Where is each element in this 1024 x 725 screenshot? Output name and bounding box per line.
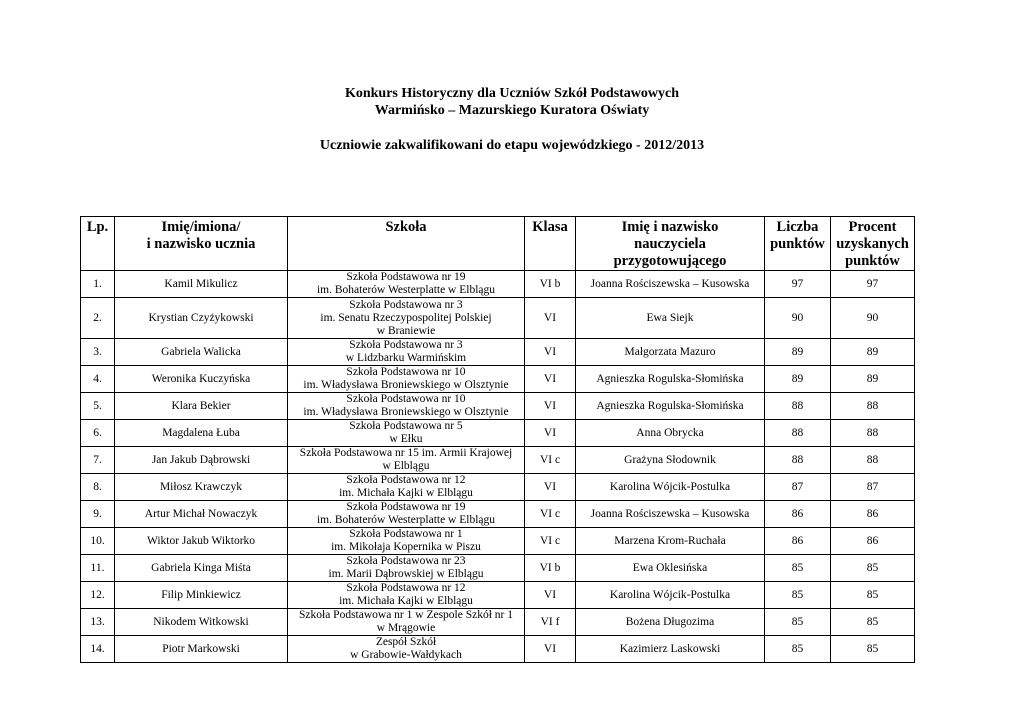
- cell-lp: 14.: [81, 636, 115, 663]
- cell-points: 89: [765, 366, 831, 393]
- cell-student-name: Weronika Kuczyńska: [115, 366, 288, 393]
- school-line: im. Marii Dąbrowskiej w Elblągu: [328, 568, 484, 580]
- cell-teacher: Joanna Rościszewska – Kusowska: [576, 501, 765, 528]
- cell-lp: 1.: [81, 271, 115, 298]
- header-school: Szkoła: [288, 217, 525, 271]
- table-row: [81, 271, 915, 298]
- cell-student-name: Krystian Czyżykowski: [115, 298, 288, 339]
- cell-lp: 6.: [81, 420, 115, 447]
- cell-class: VI: [525, 366, 576, 393]
- cell-class: VI f: [525, 609, 576, 636]
- school-line: w Lidzbarku Warmińskim: [345, 352, 467, 364]
- cell-student-name: Artur Michał Nowaczyk: [115, 501, 288, 528]
- school-line: Szkoła Podstawowa nr 19: [346, 501, 466, 513]
- cell-points: 86: [765, 528, 831, 555]
- cell-percent: 88: [831, 393, 915, 420]
- cell-teacher: Anna Obrycka: [576, 420, 765, 447]
- cell-points: 88: [765, 393, 831, 420]
- cell-percent: 85: [831, 609, 915, 636]
- cell-school: [288, 298, 525, 339]
- document-header: [0, 85, 1024, 154]
- school-line: im. Senatu Rzeczypospolitej Polskiej: [320, 311, 492, 324]
- table-row: [81, 393, 915, 420]
- cell-class: VI c: [525, 501, 576, 528]
- cell-lp: 8.: [81, 474, 115, 501]
- cell-points: 85: [765, 636, 831, 663]
- cell-percent: 89: [831, 366, 915, 393]
- header-teacher: Imię i nazwisko nauczyciela przygotowującego: [576, 217, 765, 271]
- table-row: [81, 420, 915, 447]
- school-line: Szkoła Podstawowa nr 15 im. Armii Krajowej: [299, 447, 513, 459]
- cell-teacher: Agnieszka Rogulska-Słomińska: [576, 366, 765, 393]
- school-line: w Grabowie-Wałdykach: [350, 649, 462, 661]
- table-row: [81, 636, 915, 663]
- table-row: [81, 298, 915, 339]
- cell-points: 85: [765, 582, 831, 609]
- cell-student-name: Jan Jakub Dąbrowski: [115, 447, 288, 474]
- cell-student-name: Klara Bekier: [115, 393, 288, 420]
- school-line: Szkoła Podstawowa nr 10: [346, 366, 466, 378]
- cell-teacher: Ewa Siejk: [576, 298, 765, 339]
- cell-class: VI: [525, 420, 576, 447]
- cell-teacher: Ewa Oklesińska: [576, 555, 765, 582]
- cell-school: [288, 582, 525, 609]
- cell-percent: 85: [831, 555, 915, 582]
- cell-teacher: Agnieszka Rogulska-Słomińska: [576, 393, 765, 420]
- school-line: im. Michała Kajki w Elblągu: [339, 595, 473, 607]
- cell-class: VI: [525, 339, 576, 366]
- cell-points: 88: [765, 420, 831, 447]
- school-line: w Mrągowie: [376, 622, 436, 634]
- cell-lp: 4.: [81, 366, 115, 393]
- school-line: im. Bohaterów Westerplatte w Elblągu: [316, 514, 496, 526]
- cell-class: VI: [525, 582, 576, 609]
- school-line: Zespół Szkół: [375, 636, 437, 648]
- document-subtitle: Uczniowie zakwalifikowani do etapu wojewódzkiego - 2012/2013: [319, 138, 705, 153]
- cell-school: [288, 447, 525, 474]
- cell-lp: 11.: [81, 555, 115, 582]
- cell-class: VI c: [525, 528, 576, 555]
- cell-percent: 85: [831, 636, 915, 663]
- school-line: im. Władysława Broniewskiego w Olsztynie: [303, 406, 509, 418]
- cell-school: [288, 609, 525, 636]
- cell-teacher: Kazimierz Laskowski: [576, 636, 765, 663]
- cell-student-name: Filip Minkiewicz: [115, 582, 288, 609]
- cell-percent: 86: [831, 501, 915, 528]
- cell-lp: 10.: [81, 528, 115, 555]
- school-line: im. Mikołaja Kopernika w Piszu: [331, 541, 481, 553]
- table-row: [81, 501, 915, 528]
- school-line: Szkoła Podstawowa nr 12: [346, 474, 466, 486]
- cell-points: 90: [765, 298, 831, 339]
- cell-teacher: Joanna Rościszewska – Kusowska: [576, 271, 765, 298]
- cell-school: [288, 366, 525, 393]
- school-line: w Elblągu: [382, 460, 430, 472]
- table-row: [81, 555, 915, 582]
- cell-student-name: Miłosz Krawczyk: [115, 474, 288, 501]
- document-title-line1: Konkurs Historyczny dla Uczniów Szkół Podstawowych: [344, 86, 680, 101]
- table-row: [81, 339, 915, 366]
- school-line: w Ełku: [389, 433, 423, 445]
- cell-school: [288, 271, 525, 298]
- header-points: Liczba punktów: [765, 217, 831, 271]
- cell-class: VI: [525, 474, 576, 501]
- cell-percent: 87: [831, 474, 915, 501]
- cell-points: 89: [765, 339, 831, 366]
- table-row: [81, 447, 915, 474]
- header-lp: Lp.: [81, 217, 115, 271]
- table-header-row: [81, 217, 915, 271]
- cell-teacher: Karolina Wójcik-Postulka: [576, 582, 765, 609]
- cell-points: 87: [765, 474, 831, 501]
- school-line: Szkoła Podstawowa nr 10: [346, 393, 466, 405]
- cell-teacher: Bożena Długozima: [576, 609, 765, 636]
- cell-student-name: Gabriela Walicka: [115, 339, 288, 366]
- school-line: im. Władysława Broniewskiego w Olsztynie: [303, 379, 509, 391]
- school-line: Szkoła Podstawowa nr 3: [349, 298, 463, 311]
- school-line: Szkoła Podstawowa nr 5: [349, 420, 463, 432]
- cell-lp: 9.: [81, 501, 115, 528]
- cell-lp: 5.: [81, 393, 115, 420]
- cell-lp: 2.: [81, 298, 115, 339]
- cell-class: VI c: [525, 447, 576, 474]
- table-row: [81, 528, 915, 555]
- cell-student-name: Piotr Markowski: [115, 636, 288, 663]
- cell-points: 88: [765, 447, 831, 474]
- cell-student-name: Magdalena Łuba: [115, 420, 288, 447]
- school-line: Szkoła Podstawowa nr 23: [346, 555, 466, 567]
- cell-percent: 90: [831, 298, 915, 339]
- cell-points: 86: [765, 501, 831, 528]
- cell-school: [288, 474, 525, 501]
- cell-percent: 86: [831, 528, 915, 555]
- cell-school: [288, 339, 525, 366]
- cell-percent: 89: [831, 339, 915, 366]
- cell-student-name: Kamil Mikulicz: [115, 271, 288, 298]
- cell-teacher: Karolina Wójcik-Postulka: [576, 474, 765, 501]
- cell-lp: 3.: [81, 339, 115, 366]
- cell-percent: 88: [831, 447, 915, 474]
- table-row: [81, 474, 915, 501]
- cell-school: [288, 420, 525, 447]
- header-student-name: Imię/imiona/ i nazwisko ucznia: [115, 217, 288, 271]
- school-line: Szkoła Podstawowa nr 19: [346, 271, 466, 283]
- cell-percent: 97: [831, 271, 915, 298]
- cell-teacher: Marzena Krom-Ruchała: [576, 528, 765, 555]
- table-row: [81, 582, 915, 609]
- cell-points: 85: [765, 555, 831, 582]
- school-line: Szkoła Podstawowa nr 3: [349, 339, 463, 351]
- header-class: Klasa: [525, 217, 576, 271]
- cell-school: [288, 501, 525, 528]
- cell-teacher: Małgorzata Mazuro: [576, 339, 765, 366]
- school-line: w Braniewie: [376, 324, 436, 337]
- table-row: [81, 366, 915, 393]
- cell-school: [288, 555, 525, 582]
- cell-lp: 12.: [81, 582, 115, 609]
- school-line: Szkoła Podstawowa nr 12: [346, 582, 466, 594]
- school-line: Szkoła Podstawowa nr 1: [349, 528, 463, 540]
- cell-school: [288, 393, 525, 420]
- cell-class: VI b: [525, 555, 576, 582]
- cell-student-name: Wiktor Jakub Wiktorko: [115, 528, 288, 555]
- document-title-line2: Warmińsko – Mazurskiego Kuratora Oświaty: [374, 103, 650, 118]
- cell-student-name: Nikodem Witkowski: [115, 609, 288, 636]
- cell-class: VI: [525, 636, 576, 663]
- cell-student-name: Gabriela Kinga Miśta: [115, 555, 288, 582]
- cell-percent: 88: [831, 420, 915, 447]
- school-line: Szkoła Podstawowa nr 1 w Zespole Szkół nr 1: [299, 609, 513, 621]
- results-table: [80, 216, 915, 663]
- cell-lp: 7.: [81, 447, 115, 474]
- cell-teacher: Grażyna Słodownik: [576, 447, 765, 474]
- cell-points: 85: [765, 609, 831, 636]
- table-row: [81, 609, 915, 636]
- cell-class: VI b: [525, 271, 576, 298]
- cell-class: VI: [525, 298, 576, 339]
- cell-school: [288, 636, 525, 663]
- school-line: im. Michała Kajki w Elblągu: [339, 487, 473, 499]
- cell-percent: 85: [831, 582, 915, 609]
- cell-points: 97: [765, 271, 831, 298]
- header-percent: Procent uzyskanych punktów: [831, 217, 915, 271]
- cell-school: [288, 528, 525, 555]
- cell-class: VI: [525, 393, 576, 420]
- school-line: im. Bohaterów Westerplatte w Elblągu: [316, 284, 496, 296]
- cell-lp: 13.: [81, 609, 115, 636]
